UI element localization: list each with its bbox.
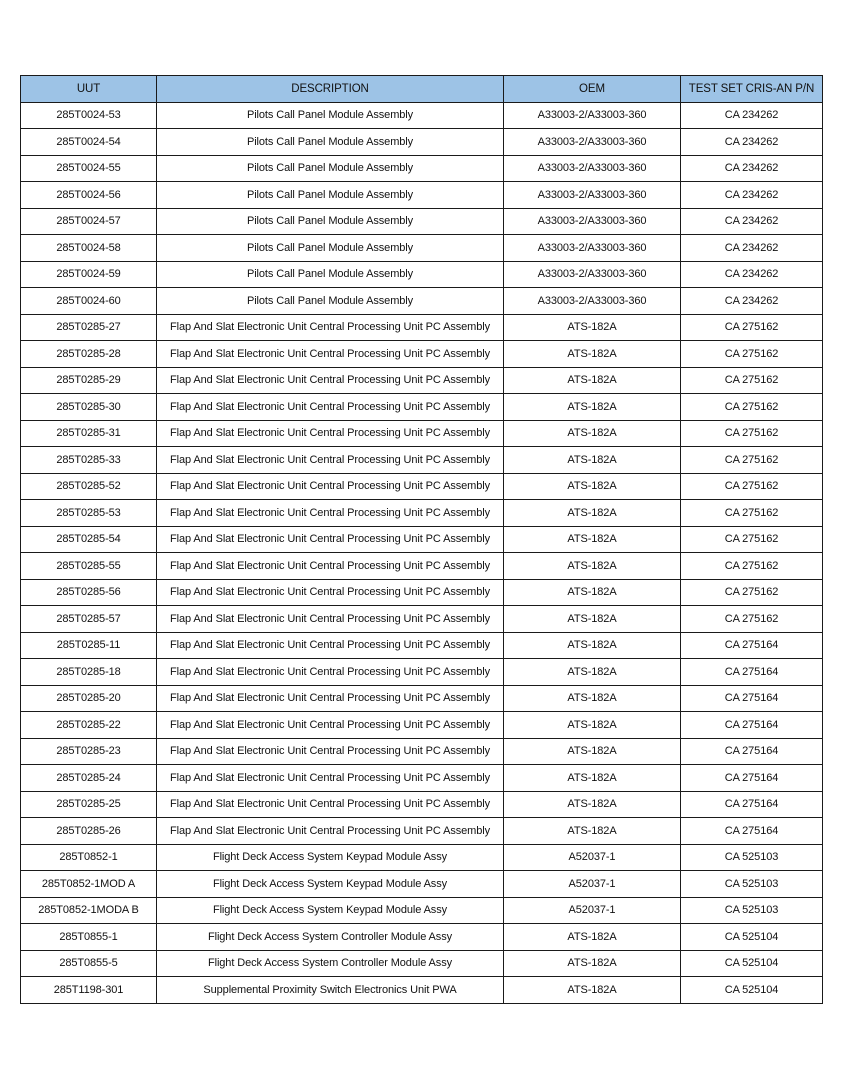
table-row [21, 924, 823, 951]
cell-oem: ATS-182A [504, 818, 681, 845]
cell-uut: 285T0285-11 [21, 632, 157, 659]
cell-oem: ATS-182A [504, 977, 681, 1004]
cell-test-set: CA 525103 [681, 897, 823, 924]
cell-description: Flap And Slat Electronic Unit Central Processing Unit PC Assembly [157, 659, 504, 686]
cell-oem: ATS-182A [504, 526, 681, 553]
cell-uut: 285T1198-301 [21, 977, 157, 1004]
table-row [21, 553, 823, 580]
table-row [21, 367, 823, 394]
cell-description: Flap And Slat Electronic Unit Central Processing Unit PC Assembly [157, 420, 504, 447]
cell-oem: ATS-182A [504, 738, 681, 765]
cell-uut: 285T0285-31 [21, 420, 157, 447]
cell-test-set: CA 234262 [681, 235, 823, 262]
cell-description: Flight Deck Access System Keypad Module Assy [157, 844, 504, 871]
cell-test-set: CA 275164 [681, 659, 823, 686]
cell-uut: 285T0285-28 [21, 341, 157, 368]
cell-description: Flap And Slat Electronic Unit Central Processing Unit PC Assembly [157, 791, 504, 818]
cell-test-set: CA 275162 [681, 606, 823, 633]
cell-uut: 285T0024-59 [21, 261, 157, 288]
cell-description: Flap And Slat Electronic Unit Central Processing Unit PC Assembly [157, 394, 504, 421]
header-test-set: TEST SET CRIS-AN P/N [681, 76, 823, 103]
cell-oem: A33003-2/A33003-360 [504, 102, 681, 129]
cell-description: Supplemental Proximity Switch Electronics Unit PWA [157, 977, 504, 1004]
cell-oem: A33003-2/A33003-360 [504, 235, 681, 262]
cell-description: Pilots Call Panel Module Assembly [157, 182, 504, 209]
cell-oem: A33003-2/A33003-360 [504, 208, 681, 235]
cell-description: Flap And Slat Electronic Unit Central Processing Unit PC Assembly [157, 606, 504, 633]
cell-uut: 285T0285-26 [21, 818, 157, 845]
cell-description: Pilots Call Panel Module Assembly [157, 235, 504, 262]
cell-test-set: CA 525103 [681, 844, 823, 871]
cell-test-set: CA 275164 [681, 712, 823, 739]
cell-uut: 285T0024-55 [21, 155, 157, 182]
cell-uut: 285T0285-52 [21, 473, 157, 500]
cell-description: Flap And Slat Electronic Unit Central Processing Unit PC Assembly [157, 632, 504, 659]
cell-description: Pilots Call Panel Module Assembly [157, 208, 504, 235]
cell-test-set: CA 275164 [681, 632, 823, 659]
cell-test-set: CA 275162 [681, 420, 823, 447]
cell-oem: A33003-2/A33003-360 [504, 155, 681, 182]
cell-test-set: CA 234262 [681, 102, 823, 129]
table-row [21, 712, 823, 739]
cell-test-set: CA 275162 [681, 314, 823, 341]
cell-uut: 285T0855-5 [21, 950, 157, 977]
cell-oem: ATS-182A [504, 341, 681, 368]
cell-oem: ATS-182A [504, 685, 681, 712]
cell-test-set: CA 275164 [681, 818, 823, 845]
cell-oem: ATS-182A [504, 950, 681, 977]
table-body [21, 102, 823, 1003]
cell-uut: 285T0285-54 [21, 526, 157, 553]
table-row [21, 738, 823, 765]
cell-test-set: CA 234262 [681, 182, 823, 209]
cell-description: Flight Deck Access System Controller Module Assy [157, 950, 504, 977]
cell-description: Flap And Slat Electronic Unit Central Processing Unit PC Assembly [157, 553, 504, 580]
cell-test-set: CA 275162 [681, 341, 823, 368]
header-row [21, 76, 823, 103]
table-row [21, 897, 823, 924]
table-row [21, 129, 823, 156]
cell-uut: 285T0024-60 [21, 288, 157, 315]
table-row [21, 632, 823, 659]
table-row [21, 208, 823, 235]
cell-uut: 285T0285-30 [21, 394, 157, 421]
table-row [21, 526, 823, 553]
table-row [21, 394, 823, 421]
table-row [21, 314, 823, 341]
table-row [21, 235, 823, 262]
cell-description: Flap And Slat Electronic Unit Central Processing Unit PC Assembly [157, 579, 504, 606]
table-row [21, 447, 823, 474]
cell-uut: 285T0285-20 [21, 685, 157, 712]
table-row [21, 977, 823, 1004]
cell-test-set: CA 234262 [681, 208, 823, 235]
cell-test-set: CA 275162 [681, 447, 823, 474]
cell-description: Flap And Slat Electronic Unit Central Processing Unit PC Assembly [157, 314, 504, 341]
cell-uut: 285T0024-58 [21, 235, 157, 262]
cell-oem: ATS-182A [504, 712, 681, 739]
cell-oem: ATS-182A [504, 791, 681, 818]
cell-test-set: CA 275162 [681, 394, 823, 421]
cell-uut: 285T0285-57 [21, 606, 157, 633]
cell-uut: 285T0024-53 [21, 102, 157, 129]
table-header [21, 76, 823, 103]
table-row [21, 473, 823, 500]
header-description: DESCRIPTION [157, 76, 504, 103]
cell-test-set: CA 525104 [681, 924, 823, 951]
cell-description: Pilots Call Panel Module Assembly [157, 261, 504, 288]
cell-oem: ATS-182A [504, 553, 681, 580]
cell-uut: 285T0285-18 [21, 659, 157, 686]
cell-uut: 285T0285-25 [21, 791, 157, 818]
cell-oem: ATS-182A [504, 314, 681, 341]
cell-uut: 285T0855-1 [21, 924, 157, 951]
cell-oem: A33003-2/A33003-360 [504, 288, 681, 315]
cell-test-set: CA 275162 [681, 553, 823, 580]
cell-description: Flap And Slat Electronic Unit Central Processing Unit PC Assembly [157, 818, 504, 845]
cell-description: Pilots Call Panel Module Assembly [157, 129, 504, 156]
table-row [21, 155, 823, 182]
cell-oem: ATS-182A [504, 659, 681, 686]
table-row [21, 765, 823, 792]
cell-uut: 285T0852-1 [21, 844, 157, 871]
cell-description: Flap And Slat Electronic Unit Central Processing Unit PC Assembly [157, 685, 504, 712]
table-row [21, 500, 823, 527]
cell-test-set: CA 275164 [681, 791, 823, 818]
table-row [21, 818, 823, 845]
cell-description: Pilots Call Panel Module Assembly [157, 102, 504, 129]
cell-description: Pilots Call Panel Module Assembly [157, 288, 504, 315]
cell-test-set: CA 275162 [681, 526, 823, 553]
cell-description: Flap And Slat Electronic Unit Central Processing Unit PC Assembly [157, 526, 504, 553]
cell-oem: ATS-182A [504, 394, 681, 421]
cell-oem: ATS-182A [504, 632, 681, 659]
cell-test-set: CA 275162 [681, 473, 823, 500]
cell-uut: 285T0285-55 [21, 553, 157, 580]
cell-uut: 285T0852-1MODA B [21, 897, 157, 924]
cell-oem: A33003-2/A33003-360 [504, 261, 681, 288]
cell-description: Flap And Slat Electronic Unit Central Processing Unit PC Assembly [157, 765, 504, 792]
cell-uut: 285T0024-56 [21, 182, 157, 209]
cell-oem: ATS-182A [504, 606, 681, 633]
table-row [21, 420, 823, 447]
cell-oem: A33003-2/A33003-360 [504, 182, 681, 209]
cell-uut: 285T0285-27 [21, 314, 157, 341]
table-row [21, 659, 823, 686]
parts-table [20, 75, 823, 1004]
cell-description: Flap And Slat Electronic Unit Central Processing Unit PC Assembly [157, 341, 504, 368]
table-row [21, 950, 823, 977]
cell-test-set: CA 525103 [681, 871, 823, 898]
cell-oem: A52037-1 [504, 897, 681, 924]
table-row [21, 871, 823, 898]
cell-test-set: CA 234262 [681, 261, 823, 288]
table-row [21, 685, 823, 712]
cell-test-set: CA 234262 [681, 155, 823, 182]
cell-description: Flap And Slat Electronic Unit Central Processing Unit PC Assembly [157, 447, 504, 474]
cell-description: Flap And Slat Electronic Unit Central Processing Unit PC Assembly [157, 473, 504, 500]
cell-description: Flap And Slat Electronic Unit Central Processing Unit PC Assembly [157, 500, 504, 527]
cell-test-set: CA 275162 [681, 579, 823, 606]
cell-test-set: CA 275162 [681, 500, 823, 527]
cell-oem: A33003-2/A33003-360 [504, 129, 681, 156]
cell-test-set: CA 275162 [681, 367, 823, 394]
cell-oem: ATS-182A [504, 420, 681, 447]
table-row [21, 341, 823, 368]
cell-test-set: CA 234262 [681, 129, 823, 156]
header-oem: OEM [504, 76, 681, 103]
cell-uut: 285T0024-54 [21, 129, 157, 156]
header-uut: UUT [21, 76, 157, 103]
cell-oem: A52037-1 [504, 844, 681, 871]
table-row [21, 844, 823, 871]
cell-test-set: CA 275164 [681, 765, 823, 792]
cell-oem: ATS-182A [504, 367, 681, 394]
cell-uut: 285T0285-29 [21, 367, 157, 394]
cell-uut: 285T0285-56 [21, 579, 157, 606]
cell-oem: ATS-182A [504, 924, 681, 951]
cell-oem: ATS-182A [504, 500, 681, 527]
table-row [21, 606, 823, 633]
cell-description: Flap And Slat Electronic Unit Central Processing Unit PC Assembly [157, 712, 504, 739]
cell-uut: 285T0024-57 [21, 208, 157, 235]
cell-uut: 285T0285-23 [21, 738, 157, 765]
cell-oem: ATS-182A [504, 579, 681, 606]
table-row [21, 791, 823, 818]
cell-test-set: CA 525104 [681, 950, 823, 977]
cell-description: Flap And Slat Electronic Unit Central Processing Unit PC Assembly [157, 367, 504, 394]
cell-test-set: CA 234262 [681, 288, 823, 315]
cell-oem: A52037-1 [504, 871, 681, 898]
table-row [21, 102, 823, 129]
table-row [21, 182, 823, 209]
cell-description: Flight Deck Access System Keypad Module Assy [157, 871, 504, 898]
cell-description: Flap And Slat Electronic Unit Central Processing Unit PC Assembly [157, 738, 504, 765]
cell-uut: 285T0285-22 [21, 712, 157, 739]
table-row [21, 261, 823, 288]
cell-uut: 285T0852-1MOD A [21, 871, 157, 898]
cell-oem: ATS-182A [504, 447, 681, 474]
cell-test-set: CA 525104 [681, 977, 823, 1004]
cell-test-set: CA 275164 [681, 738, 823, 765]
cell-oem: ATS-182A [504, 473, 681, 500]
cell-description: Flight Deck Access System Controller Module Assy [157, 924, 504, 951]
table-row [21, 288, 823, 315]
cell-test-set: CA 275164 [681, 685, 823, 712]
cell-uut: 285T0285-24 [21, 765, 157, 792]
cell-uut: 285T0285-33 [21, 447, 157, 474]
cell-oem: ATS-182A [504, 765, 681, 792]
cell-uut: 285T0285-53 [21, 500, 157, 527]
cell-description: Pilots Call Panel Module Assembly [157, 155, 504, 182]
table-row [21, 579, 823, 606]
cell-description: Flight Deck Access System Keypad Module Assy [157, 897, 504, 924]
